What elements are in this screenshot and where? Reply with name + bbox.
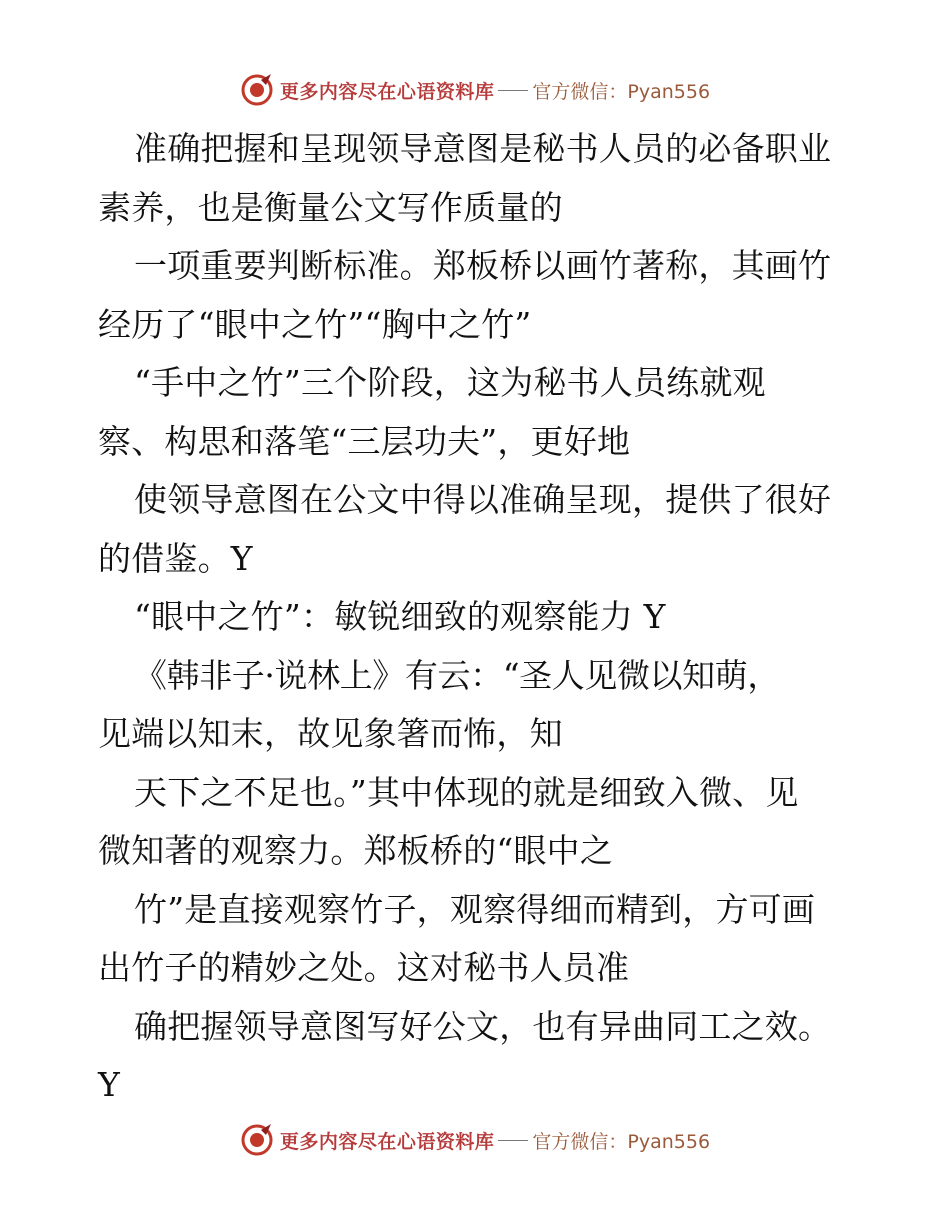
text-line: 察、构思和落笔“三层功夫”，更好地: [98, 421, 631, 461]
text-line: 使领导意图在公文中得以准确呈现，提供了很好: [134, 480, 832, 519]
text-line: 经历了“眼中之竹”“胸中之竹”: [98, 304, 532, 344]
text-line: 《韩非子·说林上》有云：“圣人见微以知萌，: [134, 655, 780, 695]
header-wechat: 官方微信：Pyan556: [532, 80, 711, 103]
text-line: 的借鉴。Y: [98, 538, 253, 578]
text-line: 见端以知末，故见象箸而怖，知: [98, 714, 563, 753]
header-banner: [0, 70, 950, 110]
section-heading: “眼中之竹”：敏锐细致的观察能力 Y: [134, 597, 666, 636]
quill-seal-icon: [240, 1123, 274, 1157]
footer-banner: [0, 1120, 950, 1160]
quill-seal-icon: [240, 73, 274, 107]
footer-brand: 更多内容尽在心语资料库: [279, 1130, 495, 1153]
text-line: 确把握领导意图写好公文，也有异曲同工之效。: [134, 1006, 832, 1046]
header-divider: [498, 90, 528, 91]
document-body: [98, 120, 858, 1115]
text-line: 准确把握和呈现领导意图是秘书人员的必备职业: [134, 129, 832, 168]
text-line: 素养，也是衡量公文写作质量的: [98, 187, 563, 227]
text-line: “手中之竹”三个阶段，这为秘书人员练就观: [134, 363, 766, 402]
footer-divider: [498, 1140, 528, 1141]
header-brand: 更多内容尽在心语资料库: [279, 80, 495, 103]
text-line: 一项重要判断标准。郑板桥以画竹著称，其画竹: [134, 246, 832, 285]
footer-wechat: 官方微信：Pyan556: [532, 1130, 711, 1153]
text-line: Y: [98, 1065, 120, 1104]
text-line: 微知著的观察力。郑板桥的“眼中之: [98, 831, 614, 870]
text-line: 出竹子的精妙之处。这对秘书人员准: [98, 948, 630, 987]
text-line: 竹”是直接观察竹子，观察得细而精到，方可画: [134, 889, 816, 929]
text-line: 天下之不足也。”其中体现的就是细致入微、见: [134, 772, 799, 812]
